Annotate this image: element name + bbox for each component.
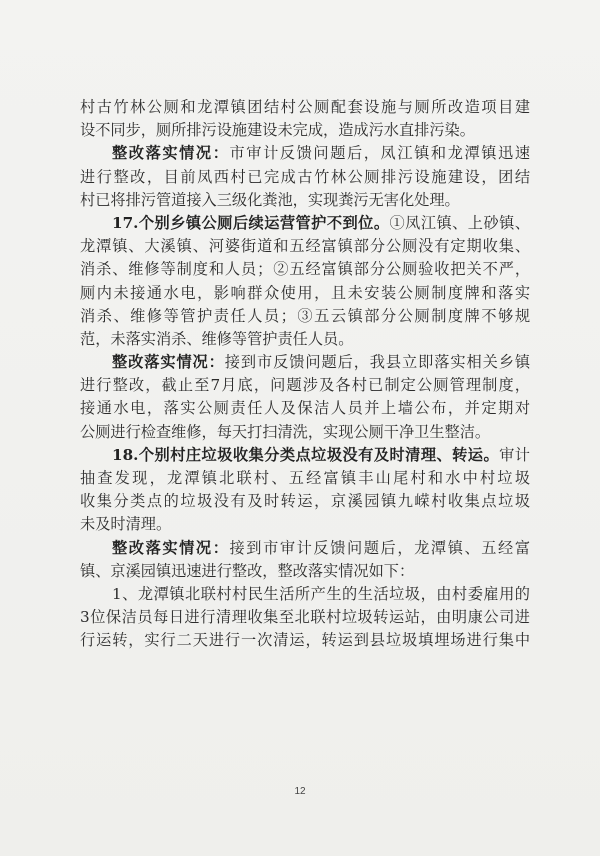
text-line [80, 189, 530, 212]
text-line [80, 351, 530, 374]
bold-heading-text: 整改落实情况： [112, 353, 225, 372]
line-text: 龙潭镇、大溪镇、河婆街道和五经富镇部分公厕没有定期收集、 [80, 237, 530, 256]
line-text: 镇、京溪园镇迅速进行整改，整改落实情况如下： [80, 561, 415, 580]
line-text: 厕内未接通水电，影响群众使用，且未安装公厕制度牌和落实 [80, 283, 530, 302]
line-text: 村已将排污管道接入三级化粪池，实现粪污无害化处理。 [80, 190, 460, 209]
line-text: 消杀、维修等制度和人员；②五经富镇部分公厕验收把关不严， [80, 260, 530, 279]
line-text: 进行整改，目前凤西村已完成古竹林公厕排污设施建设，团结 [80, 167, 530, 186]
text-line [80, 119, 530, 142]
text-line [80, 397, 530, 420]
text-line [80, 282, 530, 305]
page-number: 12 [294, 786, 306, 797]
line-text: 审计 [499, 445, 530, 464]
line-text: 村古竹林公厕和龙潭镇团结村公厕配套设施与厕所改造项目建 [80, 98, 530, 116]
text-line [80, 513, 530, 536]
line-text: ①凤江镇、上砂镇、 [389, 213, 530, 232]
line-text: 抽查发现，龙潭镇北联村、五经富镇丰山尾村和水中村垃圾 [80, 469, 530, 487]
line-text: 未及时清理。 [80, 515, 172, 534]
bold-heading-text: 18.个别村庄垃圾收集分类点垃圾没有及时清理、转运。 [112, 445, 500, 464]
line-text: 3位保洁员每日进行清理收集至北联村垃圾转运站，由明康公司进 [80, 608, 530, 627]
line-text: 设不同步，厕所排污设施建设未完成，造成污水直排污染。 [80, 121, 475, 140]
text-line [80, 328, 530, 351]
text-line [80, 583, 530, 606]
text-line [80, 467, 530, 490]
line-text: 范，未落实消杀、维修等管护责任人员。 [80, 329, 354, 348]
text-line [80, 374, 530, 397]
line-text: 接到市反馈问题后，我县立即落实相关乡镇 [224, 353, 531, 372]
line-text: 接通水电，落实公厕责任人及保洁人员并上墙公布，并定期对 [80, 399, 530, 418]
line-text: 接到市审计反馈问题后，龙潭镇、五经富 [229, 538, 531, 557]
document-body [80, 96, 530, 653]
text-line [80, 537, 530, 560]
text-line [80, 96, 530, 119]
bold-heading-text: 17.个别乡镇公厕后续运营管护不到位。 [112, 213, 390, 232]
text-line [80, 142, 530, 165]
text-line [80, 490, 530, 513]
line-text: 公厕进行检查维修，每天打扫清洗，实现公厕干净卫生整洁。 [80, 422, 491, 441]
text-line [80, 560, 530, 583]
line-text: 进行整改，截止至7月底，问题涉及各村已制定公厕管理制度， [80, 376, 530, 395]
line-text: 消杀、维修等管护责任人员；③五云镇部分公厕制度牌不够规 [80, 306, 530, 325]
line-text: 行运转，实行二天进行一次清运，转运到县垃圾填埋场进行集中 [80, 631, 530, 650]
line-text: 收集分类点的垃圾没有及时转运，京溪园镇九嵘村收集点垃圾 [80, 492, 530, 511]
line-text: 市审计反馈问题后，凤江镇和龙潭镇迅速 [229, 144, 531, 163]
text-line [80, 258, 530, 281]
line-text: 1、龙潭镇北联村村民生活所产生的生活垃圾，由村委雇用的 [112, 584, 530, 603]
text-line [80, 166, 530, 189]
bold-heading-text: 整改落实情况： [112, 144, 230, 163]
text-line [80, 606, 530, 629]
text-line [80, 212, 530, 235]
text-line [80, 421, 530, 444]
bold-heading-text: 整改落实情况： [112, 538, 230, 557]
text-line [80, 305, 530, 328]
text-line [80, 629, 530, 652]
text-line [80, 444, 530, 467]
text-line [80, 235, 530, 258]
